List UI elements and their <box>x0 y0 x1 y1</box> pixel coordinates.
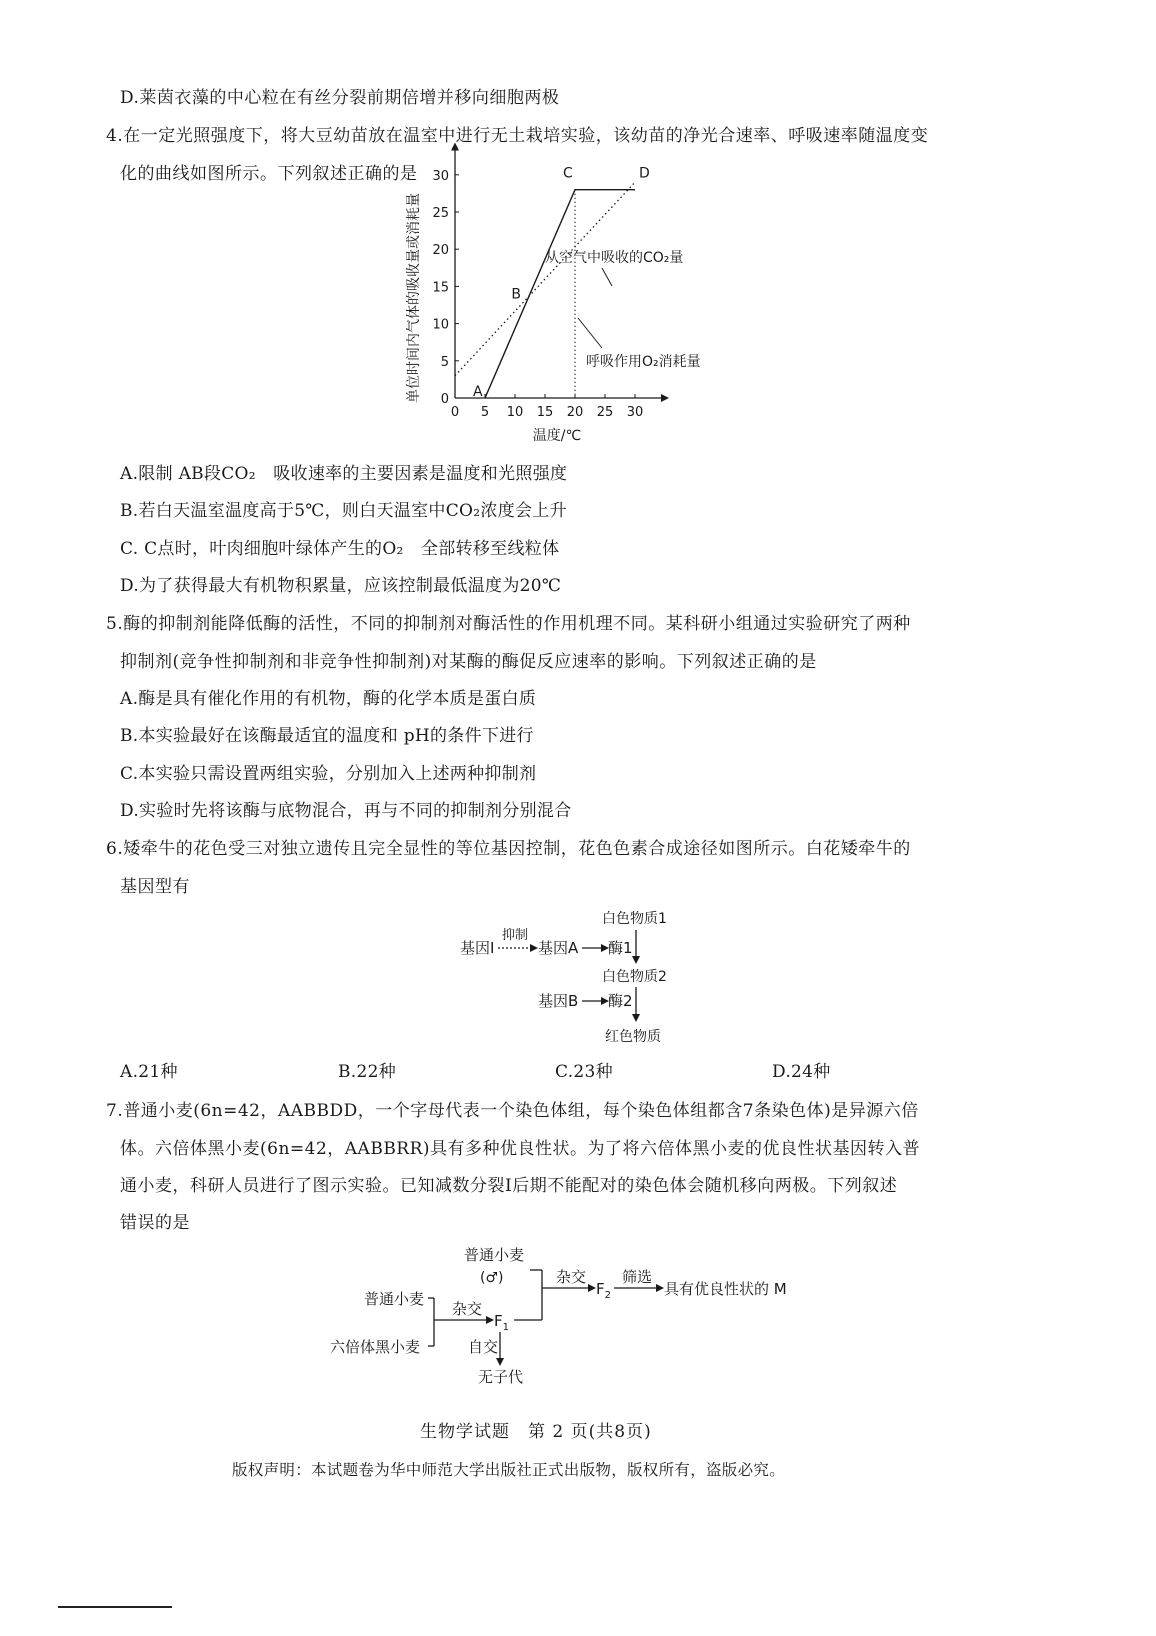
q7-stem-line3: 通小麦，科研人员进行了图示实验。已知减数分裂Ⅰ后期不能配对的染色体会随机移向两极。下列叙述 <box>120 1176 898 1196</box>
point-label-b: B <box>511 286 522 303</box>
q4-option-a: A.限制 AB段CO₂ 吸收速率的主要因素是温度和光照强度 <box>120 464 568 484</box>
f1-label: $F_1$ <box>494 1312 510 1333</box>
q6-stem-line2: 基因型有 <box>120 877 190 897</box>
point-label-d: D <box>639 165 650 182</box>
y-tick-label: 15 <box>432 280 449 296</box>
y-tick-label: 25 <box>432 206 449 221</box>
y-tick-label: 5 <box>440 354 449 370</box>
point-label-c: C <box>563 165 573 182</box>
x-tick-label: 25 <box>596 405 614 420</box>
y-axis-label: 单位时间内气体的吸收量或消耗量 <box>406 193 422 403</box>
q5-option-c: C.本实验只需设置两组实验，分别加入上述两种抑制剂 <box>120 764 537 784</box>
point-label-a: A <box>473 384 483 400</box>
enzyme-1-label: 酶1 <box>608 939 633 957</box>
result-m-label: 具有优良性状的 M <box>664 1280 787 1298</box>
q4-option-b: B.若白天温室温度高于5℃，则白天温室中CO₂浓度会上升 <box>120 501 567 521</box>
q5-option-a: A.酶是具有催化作用的有机物，酶的化学本质是蛋白质 <box>120 689 537 709</box>
series-o2-leader <box>578 318 602 348</box>
q5-stem-line2: 抑制剂(竞争性抑制剂和非竞争性抑制剂)对某酶的酶促反应速率的影响。下列叙述正确的是 <box>120 652 817 672</box>
x-tick-label: 20 <box>566 405 584 420</box>
cross1-label: 杂交 <box>452 1300 483 1318</box>
gene-i-label: 基因I <box>460 939 495 957</box>
q4-option-c: C. C点时，叶肉细胞叶绿体产生的O₂ 全部转移至线粒体 <box>120 539 560 559</box>
footer-page-title: 生物学试题 第 2 页(共8页) <box>420 1422 652 1442</box>
q4-line-chart <box>400 165 730 450</box>
x-tick-label: 0 <box>450 405 460 420</box>
common-wheat-male-label: 普通小麦 <box>464 1246 525 1264</box>
q7-breeding-diagram <box>330 1240 830 1390</box>
x-tick-label: 15 <box>536 405 554 420</box>
y-tick-label: 30 <box>432 168 449 184</box>
q6-pathway-diagram <box>450 905 710 1050</box>
enzyme-2-label: 酶2 <box>608 992 633 1010</box>
no-offspring-label: 无子代 <box>478 1368 524 1386</box>
screen-label: 筛选 <box>622 1268 653 1286</box>
white-substance-1-label: 白色物质1 <box>602 911 667 927</box>
q4-stem-line2: 化的曲线如图所示。下列叙述正确的是 <box>120 164 418 184</box>
footer-copyright: 版权声明：本试题卷为华中师范大学出版社正式出版物，版权所有，盗版必究。 <box>232 1461 786 1479</box>
x-tick-label: 30 <box>626 405 644 420</box>
white-substance-2-label: 白色物质2 <box>602 969 667 985</box>
q5-option-d: D.实验时先将该酶与底物混合，再与不同的抑制剂分别混合 <box>120 801 572 821</box>
common-wheat-label: 普通小麦 <box>364 1290 425 1308</box>
series-o2-label: 呼吸作用O₂消耗量 <box>586 354 701 370</box>
hexaploid-triticale-label: 六倍体黑小麦 <box>330 1338 421 1356</box>
q7-stem-line2: 体。六倍体黑小麦(6n=42，AABBRR)具有多种优良性状。为了将六倍体黑小麦的优良性状基因转入普 <box>120 1139 921 1159</box>
footnote-rule <box>58 1606 172 1608</box>
q4-option-d: D.为了获得最大有机物积累量，应该控制最低温度为20℃ <box>120 576 562 596</box>
q3-option-d: D.莱茵衣藻的中心粒在有丝分裂前期倍增并移向细胞两极 <box>120 88 560 108</box>
q6-option-b: B.22种 <box>338 1062 397 1082</box>
y-tick-label: 0 <box>440 392 449 407</box>
male-symbol: (♂) <box>480 1270 504 1286</box>
q6-option-a: A.21种 <box>120 1062 178 1082</box>
q4-stem-line1: 4.在一定光照强度下，将大豆幼苗放在温室中进行无土栽培实验，该幼苗的净光合速率、呼吸速率随温度变 <box>106 126 929 146</box>
x-tick-label: 5 <box>480 405 490 420</box>
gene-a-label: 基因A <box>538 939 579 957</box>
selfing-label: 自交 <box>468 1338 499 1356</box>
y-tick-label: 20 <box>432 243 449 259</box>
q6-stem-line1: 6.矮牵牛的花色受三对独立遗传且完全显性的等位基因控制，花色色素合成途径如图所示。白花矮牵牛的 <box>106 839 911 859</box>
q6-option-d: D.24种 <box>772 1062 831 1082</box>
gene-b-label: 基因B <box>538 992 579 1010</box>
q5-stem-line1: 5.酶的抑制剂能降低酶的活性，不同的抑制剂对酶活性的作用机理不同。某科研小组通过实验研究了两种 <box>106 614 911 634</box>
cross2-label: 杂交 <box>556 1268 587 1286</box>
q7-stem-line1: 7.普通小麦(6n=42，AABBDD，一个字母代表一个染色体组，每个染色体组都含7条染色体)是异源六倍 <box>106 1101 919 1121</box>
series-co2-leader <box>602 268 612 286</box>
y-tick-label: 10 <box>432 317 449 333</box>
x-tick-label: 10 <box>506 405 524 420</box>
inhibit-label: 抑制 <box>502 928 529 943</box>
q7-stem-line4: 错误的是 <box>120 1213 190 1233</box>
series-co2-label: 从空气中吸收的CO₂量 <box>545 250 684 266</box>
red-substance-label: 红色物质 <box>605 1029 661 1045</box>
f2-label: $F_2$ <box>596 1280 612 1301</box>
q5-option-b: B.本实验最好在该酶最适宜的温度和 pH的条件下进行 <box>120 726 534 746</box>
q6-option-c: C.23种 <box>555 1062 613 1082</box>
x-axis-label: 温度/℃ <box>532 428 582 444</box>
